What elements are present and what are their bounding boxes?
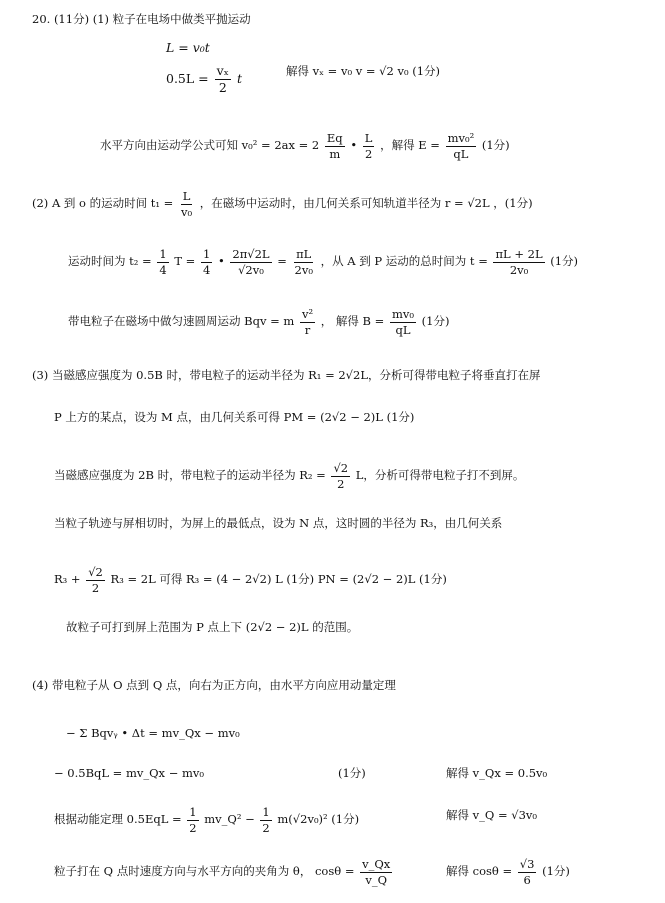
part4-line4: 根据动能定理 0.5EqL = $\frac{1}{2}$ mv_Q² − $\frac{1}{2}$ m(√2v₀)² (1分): [54, 805, 360, 835]
part3-line3: 当磁感应强度为 2B 时，带电粒子的运动半径为 R₂ = $\frac{√2}{2}$ L，分析可得带电粒子打不到屏。: [54, 461, 525, 491]
problem-title: 20. (11分) (1) 粒子在电场中做类平抛运动: [32, 12, 251, 26]
part2-line2: 运动时间为 t₂ = $\frac{1}{4}$ T = $\frac{1}{4}$ • $\frac{2\pi√2L}{\text{√2v₀}}$ = $\frac{\pi L}{\text{2v₀}}$ ，从 A 到 P 运动的总时间为 t = $\frac{\pi L + 2L}{\text{2v₀}}$ (1分): [68, 247, 579, 277]
part4-line3-score: (1分): [338, 766, 366, 780]
part3-line1: (3) 当磁感应强度为 0.5B 时，带电粒子的运动半径为 R₁ = 2√2L，分析可得带电粒子将垂直打在屏: [32, 368, 541, 382]
part3-line5: R₃ + $\frac{√2}{2}$ R₃ = 2L 可得 R₃ = (4 − 2√2) L (1分) PN = (2√2 − 2)L (1分): [54, 565, 447, 595]
part2-line3: 带电粒子在磁场中做匀速圆周运动 Bqv = m $\frac{\text{v²}}{r}$ ， 解得 B = $\frac{\text{mv₀}}{qL}$ (1分): [68, 307, 450, 337]
equation-2: 0.5L = $\frac{\text{vₓ}}{2}$ t: [166, 63, 243, 95]
part4-line1: (4) 带电粒子从 O 点到 Q 点，向右为正方向，由水平方向应用动量定理: [32, 678, 396, 692]
part3-line2: P 上方的某点，设为 M 点，由几何关系可得 PM = (2√2 − 2)L (1分): [54, 410, 415, 424]
part3-line6: 故粒子可打到屏上范围为 P 点上下 (2√2 − 2)L 的范围。: [66, 620, 359, 634]
part4-line3-solve: 解得 v_Qx = 0.5v₀: [446, 766, 548, 780]
part2-line1: (2) A 到 o 的运动时间 t₁ = $\frac{L}{\text{v₀}}$ ，在磁场中运动时，由几何关系可知轨道半径为 r = √2L ，(1分): [32, 189, 533, 219]
part4-line2: − Σ Bqvᵧ • Δt = mv_Qx − mv₀: [66, 726, 240, 740]
part4-line5: 粒子打在 Q 点时速度方向与水平方向的夹角为 θ， cosθ = $\frac{v\_Qx}{v\_Q}$: [54, 857, 391, 887]
part3-line4: 当粒子轨迹与屏相切时，为屏上的最低点，设为 N 点，这时圆的半径为 R₃，由几何关系: [54, 516, 503, 530]
part4-line5-solve: 解得 cosθ = $\frac{√3}{6}$ (1分): [446, 857, 570, 887]
equation-1: L = v₀t: [166, 40, 210, 55]
solve-velocity: 解得 vₓ = v₀ v = √2 v₀ (1分): [286, 64, 441, 78]
kinematics-line: 水平方向由运动学公式可知 v₀² = 2ax = 2 $\frac{Eq}{m}$ • $\frac{L}{2}$ ，解得 E = $\frac{\text{mv₀²}}{qL}$ (1分): [100, 131, 510, 161]
part4-line4-solve: 解得 v_Q = √3v₀: [446, 808, 538, 822]
part4-line3: − 0.5BqL = mv_Qx − mv₀: [54, 766, 204, 780]
